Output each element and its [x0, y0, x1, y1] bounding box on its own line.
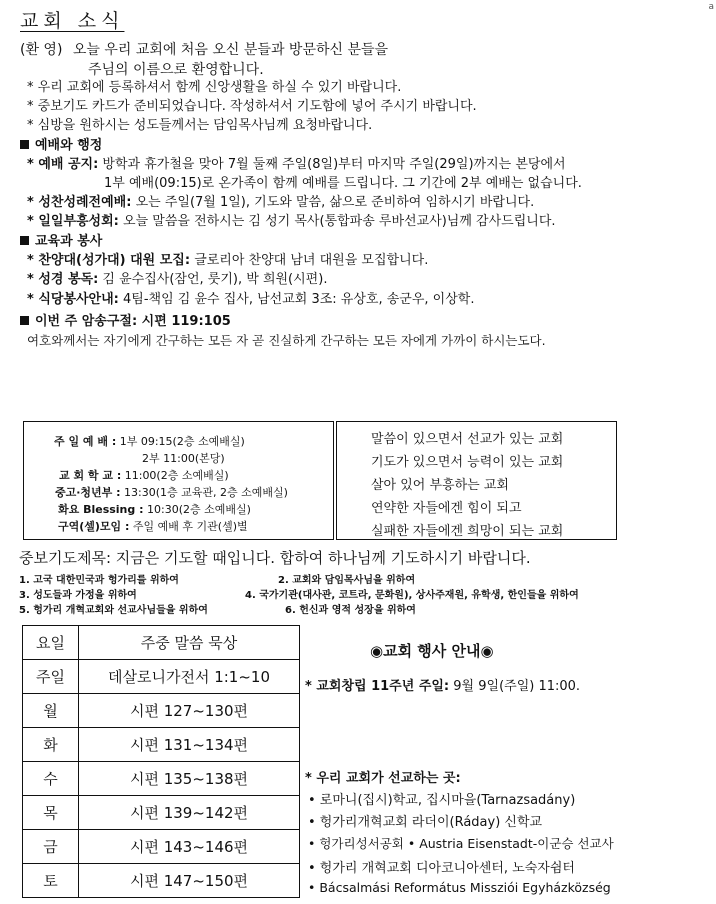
events-title: ◉교회 행사 안내◉	[370, 642, 494, 660]
schedule-row	[142, 451, 225, 466]
reading-label: * 성경 봉독:	[27, 272, 99, 287]
day-cell: 수	[23, 762, 79, 796]
welcome-line-1	[20, 40, 388, 60]
reading-cell: 시편 131~134편	[79, 728, 300, 762]
square-bullet-icon	[20, 236, 29, 245]
missions-title: * 우리 교회가 선교하는 곳:	[305, 771, 461, 786]
section-heading-education	[20, 232, 102, 252]
corner-mark: a	[708, 2, 714, 12]
schedule-label: 화요 Blessing :	[58, 503, 144, 516]
revival-notice	[27, 212, 556, 232]
revival-label: * 일일부흥성회:	[27, 214, 119, 229]
prayer-item: 5. 헝가리 개혁교회와 선교사님들을 위하여	[19, 605, 208, 616]
schedule-value: 11:00(2층 소예배실)	[124, 469, 229, 482]
kitchen-label: * 식당봉사안내:	[27, 292, 119, 307]
prayer-item: 4. 국가기관(대사관, 코트라, 문화원), 상사주재원, 유학생, 한인들을 위하여	[245, 590, 579, 601]
welcome-text-2: 주님의 이름으로 환영합니다.	[88, 62, 264, 78]
reading-cell: 시편 143~146편	[79, 830, 300, 864]
worship-notice-text-1: 방학과 휴가철을 맞아 7월 둘째 주일(8일)부터 마지막 주일(29일)까지는 본당에서	[102, 157, 566, 172]
prayer-item: 3. 성도들과 가정을 위하여	[19, 590, 137, 601]
prayer-title: 중보기도제목: 지금은 기도할 때입니다. 합하여 하나님께 기도하시기 바랍니다.	[19, 549, 531, 567]
day-cell: 주일	[23, 660, 79, 694]
communion-notice	[27, 193, 534, 213]
communion-text: 오는 주일(7월 1일), 기도와 말씀, 삶으로 준비하여 임하시기 바랍니다.	[135, 195, 535, 210]
schedule-value: 13:30(1층 교육관, 2층 소예배실)	[124, 486, 288, 499]
reading-notice	[27, 270, 327, 290]
revival-text: 오늘 말씀을 전하시는 김 성기 목사(통합파송 루바선교사)님께 감사드립니다.	[123, 214, 556, 229]
reading-text: 김 윤수집사(잠언, 룻기), 박 희원(시편).	[102, 272, 328, 287]
schedule-value: 10:30(2층 소예배실)	[147, 503, 251, 516]
worship-notice	[27, 155, 566, 175]
motto-line: 살아 있어 부흥하는 교회	[371, 478, 509, 493]
header-day: 요일	[23, 626, 79, 660]
reading-cell: 데살로니가전서 1:1~10	[79, 660, 300, 694]
schedule-row	[54, 434, 245, 449]
notice-item: * 우리 교회에 등록하셔서 함께 신앙생활을 하실 수 있기 바랍니다.	[27, 80, 402, 95]
section-heading-worship	[20, 136, 102, 156]
day-cell: 토	[23, 864, 79, 898]
anniversary-label: * 교회창립 11주년 주일:	[305, 679, 450, 694]
section-heading-text: 교육과 봉사	[35, 234, 103, 249]
memory-verse-text: 여호와께서는 자기에게 간구하는 모든 자 곧 진실하게 간구하는 모든 자에게 가까이 하시는도다.	[27, 333, 546, 348]
schedule-label: 구역(셀)모임 :	[58, 520, 130, 533]
table-row	[23, 728, 300, 762]
choir-label: * 찬양대(성가대) 대원 모집:	[27, 253, 191, 268]
kitchen-notice	[27, 290, 475, 310]
anniversary-notice	[305, 675, 580, 694]
welcome-text-1: 오늘 우리 교회에 처음 오신 분들과 방문하신 분들을	[72, 42, 389, 58]
welcome-label: (환 영)	[20, 42, 63, 58]
kitchen-text: 4팀-책임 김 윤수 집사, 남선교회 3조: 유상호, 송군우, 이상학.	[123, 292, 475, 307]
reading-cell: 시편 139~142편	[79, 796, 300, 830]
notice-item: * 심방을 원하시는 성도들께서는 담임목사님께 요청바랍니다.	[27, 118, 373, 133]
mission-item: • 헝가리성서공회 • Austria Eisenstadt-이군승 선교사	[308, 836, 614, 851]
prayer-item: 6. 헌신과 영적 성장을 위하여	[285, 605, 416, 616]
prayer-item: 1. 고국 대한민국과 헝가리를 위하여	[19, 575, 179, 586]
motto-line: 실패한 자들에겐 희망이 되는 교회	[371, 524, 564, 539]
schedule-row	[58, 502, 251, 517]
section-heading-memory-verse	[20, 312, 231, 332]
notice-item: * 중보기도 카드가 준비되었습니다. 작성하셔서 기도함에 넣어 주시기 바랍니다.	[27, 99, 477, 114]
table-row	[23, 864, 300, 898]
motto-box	[336, 421, 617, 540]
section-heading-text: 예배와 행정	[35, 138, 103, 153]
choir-text: 글로리아 찬양대 남녀 대원을 모집합니다.	[194, 253, 429, 268]
day-cell: 금	[23, 830, 79, 864]
schedule-label: 교 회 학 교 :	[59, 469, 122, 482]
square-bullet-icon	[20, 316, 29, 325]
day-cell: 목	[23, 796, 79, 830]
motto-line: 연약한 자들에겐 힘이 되고	[371, 501, 522, 516]
mission-item: • 헝가리 개혁교회 디아코니아센터, 노숙자쉼터	[308, 861, 575, 876]
square-bullet-icon	[20, 140, 29, 149]
choir-notice	[27, 251, 428, 271]
mission-item: • 헝가리개혁교회 라더이(Ráday) 신학교	[308, 815, 543, 830]
page-title: 교회 소식	[20, 10, 125, 32]
schedule-value: 1부 09:15(2층 소예배실)	[119, 435, 245, 448]
readings-table	[22, 625, 300, 898]
section-heading-text: 이번 주 암송구절: 시편 119:105	[35, 314, 231, 329]
prayer-item: 2. 교회와 담임목사님을 위하여	[278, 575, 416, 586]
header-reading: 주중 말씀 묵상	[79, 626, 300, 660]
schedule-row	[59, 468, 229, 483]
table-header-row	[23, 626, 300, 660]
communion-label: * 성찬성례전예배:	[27, 195, 132, 210]
reading-cell: 시편 135~138편	[79, 762, 300, 796]
anniversary-text: 9월 9일(주일) 11:00.	[453, 679, 581, 694]
schedule-label: 주 일 예 배 :	[54, 435, 117, 448]
table-row	[23, 660, 300, 694]
motto-line: 말씀이 있으면서 선교가 있는 교회	[371, 432, 564, 447]
table-row	[23, 830, 300, 864]
schedule-row	[55, 485, 288, 500]
mission-item: • 로마니(집시)학교, 집시마을(Tarnazsadány)	[308, 793, 576, 808]
motto-line: 기도가 있으면서 능력이 있는 교회	[371, 455, 564, 470]
reading-cell: 시편 127~130편	[79, 694, 300, 728]
table-row	[23, 694, 300, 728]
worship-notice-text-2: 1부 예배(09:15)로 온가족이 함께 예배를 드립니다. 그 기간에 2부 예배는 없습니다.	[104, 176, 582, 191]
worship-notice-label: * 예배 공지:	[27, 157, 99, 172]
mission-item: • Bácsalmási Református Missziói Egyházközség	[308, 880, 611, 895]
schedule-value: 주일 예배 후 기관(셀)별	[132, 520, 248, 533]
table-row	[23, 762, 300, 796]
table-row	[23, 796, 300, 830]
schedule-row	[58, 519, 248, 534]
schedule-value: 2부 11:00(본당)	[142, 452, 225, 465]
schedule-label: 중고·청년부 :	[55, 486, 121, 499]
schedule-box	[23, 421, 334, 540]
day-cell: 월	[23, 694, 79, 728]
day-cell: 화	[23, 728, 79, 762]
reading-cell: 시편 147~150편	[79, 864, 300, 898]
